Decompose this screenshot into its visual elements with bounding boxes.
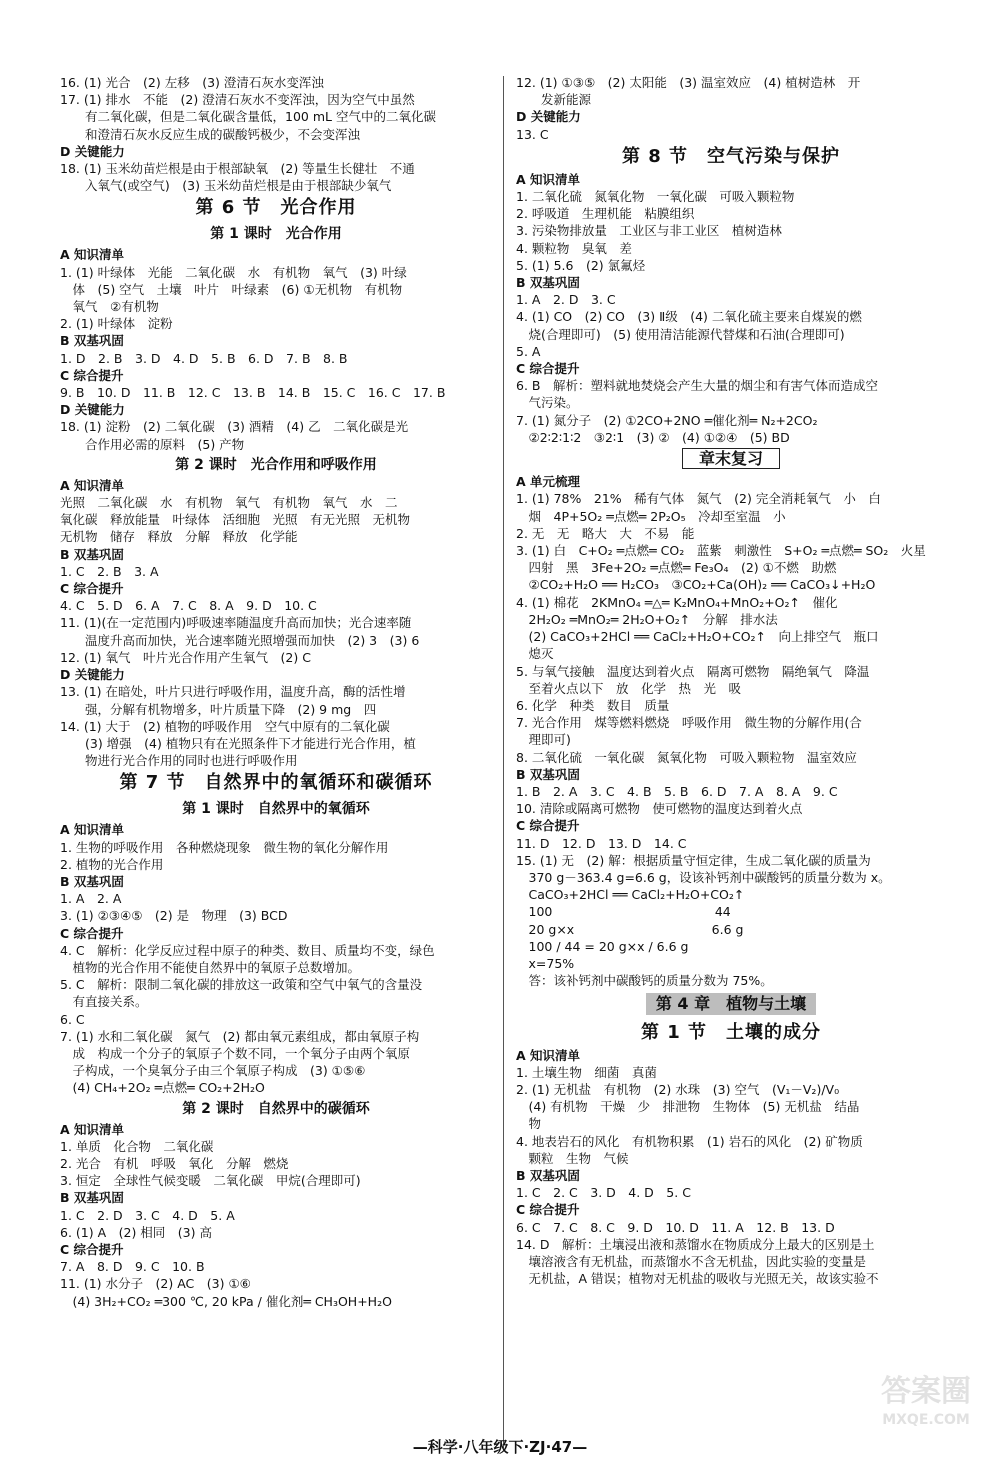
answer-line: 4. C 解析：化学反应过程中原子的种类、数目、质量均不变，绿色 <box>60 942 435 958</box>
answer-line: 成 构成一个分子的氧原子个数不同，一个氧分子由两个氧原 <box>60 1045 411 1061</box>
answer-line: 20 g×x 6.6 g <box>516 921 744 937</box>
answer-line: 6. C <box>60 1011 85 1027</box>
section-label: B 双基巩固 <box>60 546 124 562</box>
section-label: A 知识清单 <box>516 1047 581 1063</box>
answer-line: 4. 地表岩石的风化 有机物积累 (1) 岩石的风化 (2) 矿物质 <box>516 1133 863 1149</box>
answer-line: 4. (1) 棉花 2KMnO₄ ═△═ K₂MnO₄+MnO₂+O₂↑ 催化 <box>516 594 838 610</box>
answer-line: 2H₂O₂ ═MnO₂═ 2H₂O+O₂↑ 分解 排水法 <box>516 611 778 627</box>
lesson-title: 第 1 课时 光合作用 <box>210 226 342 243</box>
answer-line: 熄灭 <box>516 646 554 662</box>
answer-line: 13. C <box>516 126 549 142</box>
answer-line: 1. (1) 78% 21% 稀有气体 氮气 (2) 完全消耗氧气 小 白 <box>516 491 881 507</box>
section-label: D 关键能力 <box>60 143 125 159</box>
answer-line: 1. A 2. A <box>60 891 122 907</box>
answer-line: 10. 清除或隔离可燃物 使可燃物的温度达到着火点 <box>516 801 803 817</box>
answer-line: 1. C 2. D 3. C 4. D 5. A <box>60 1207 235 1223</box>
answer-line: 3. 恒定 全球性气候变暖 二氧化碳 甲烷(合理即可) <box>60 1173 361 1189</box>
answer-line: (2) CaCO₃+2HCl ══ CaCl₂+H₂O+CO₂↑ 向上排空气 瓶口 <box>516 629 879 645</box>
watermark-main: 答案圈 <box>881 1374 971 1409</box>
answer-line: 370 g－363.4 g=6.6 g，设该补钙剂中碳酸钙的质量分数为 x。 <box>516 869 891 885</box>
answer-line: 7. (1) 水和二氧化碳 氮气 (2) 都由氧元素组成，都由氧原子构 <box>60 1028 420 1044</box>
answer-line: 5. A <box>516 343 541 359</box>
answer-line: 植物的光合作用不能使自然界中的氧原子总数增加。 <box>60 959 361 975</box>
answer-line: 2. 植物的光合作用 <box>60 856 164 872</box>
answer-line: 18. (1) 玉米幼苗烂根是由于根部缺氧 (2) 等量生长健壮 不通 <box>60 161 415 177</box>
answer-line: 5. 与氧气接触 温度达到着火点 隔离可燃物 隔绝氧气 降温 <box>516 663 870 679</box>
section-label: B 双基巩固 <box>516 275 580 291</box>
answer-line: 1. D 2. B 3. D 4. D 5. B 6. D 7. B 8. B <box>60 350 348 366</box>
answer-line: 1. 二氧化硫 氮氧化物 一氧化碳 可吸入颗粒物 <box>516 189 795 205</box>
watermark-logo <box>876 1372 976 1450</box>
answer-line: CaCO₃+2HCl ══ CaCl₂+H₂O+CO₂↑ <box>516 887 745 903</box>
lesson-title: 第 2 课时 光合作用和呼吸作用 <box>175 456 377 473</box>
answer-line: 答：该补钙剂中碳酸钙的质量分数为 75%。 <box>516 973 773 989</box>
section-label: A 知识清单 <box>516 171 581 187</box>
answer-line: 烟 4P+5O₂ ═点燃═ 2P₂O₅ 冷却至室温 小 <box>516 508 786 524</box>
section-label: A 知识清单 <box>60 1121 125 1137</box>
section-label: B 双基巩固 <box>60 873 124 889</box>
answer-line: 四射 黑 3Fe+2O₂ ═点燃═ Fe₃O₄ (2) ①不燃 助燃 <box>516 560 837 576</box>
answer-line: 2. 呼吸道 生理机能 粘膜组织 <box>516 206 695 222</box>
answer-line: (4) 3H₂+CO₂ ═300 ℃, 20 kPa / 催化剂═ CH₃OH+H₂O <box>60 1293 392 1309</box>
section-label: A 知识清单 <box>60 822 125 838</box>
boxed-heading <box>516 448 946 469</box>
section-label: B 双基巩固 <box>516 1167 580 1183</box>
section-label: D 关键能力 <box>60 667 125 683</box>
section-label: D 关键能力 <box>60 402 125 418</box>
answer-line: 7. 光合作用 煤等燃料燃烧 呼吸作用 微生物的分解作用(合 <box>516 715 862 731</box>
section-title: 第 7 节 自然界中的氧循环和碳循环 <box>119 772 433 794</box>
answer-line: 至着火点以下 放 化学 热 光 吸 <box>516 680 742 696</box>
lesson-title: 第 1 课时 自然界中的氧循环 <box>182 801 370 818</box>
answer-line: 4. 颗粒物 臭氧 差 <box>516 240 632 256</box>
answer-line: 光照 二氧化碳 水 有机物 氧气 有机物 氧气 水 二 <box>60 495 398 511</box>
answer-line: 12. (1) 氧气 叶片光合作用产生氧气 (2) C <box>60 649 311 665</box>
answer-line: 2. (1) 叶绿体 淀粉 <box>60 316 173 332</box>
section-label: A 单元梳理 <box>516 474 581 490</box>
section-label: C 综合提升 <box>60 367 124 383</box>
answer-line: 入氧气(或空气) (3) 玉米幼苗烂根是由于根部缺少氧气 <box>60 178 392 194</box>
answer-line: 5. C 解析：限制二氧化碳的排放这一政策和空气中氧气的含量没 <box>60 977 423 993</box>
answer-line: 1. 土壤生物 细菌 真菌 <box>516 1064 657 1080</box>
answer-line: 6. (1) A (2) 相同 (3) 高 <box>60 1224 212 1240</box>
answer-line: 6. C 7. C 8. C 9. D 10. D 11. A 12. B 13. D <box>516 1219 835 1235</box>
answer-line: 100 44 <box>516 904 731 920</box>
answer-line: 15. (1) 无 (2) 解：根据质量守恒定律，生成二氧化碳的质量为 <box>516 852 871 868</box>
section-label: D 关键能力 <box>516 109 581 125</box>
answer-line: 1. (1) 叶绿体 光能 二氧化碳 水 有机物 氧气 (3) 叶绿 <box>60 264 407 280</box>
answer-line: 2. 光合 有机 呼吸 氧化 分解 燃烧 <box>60 1155 289 1171</box>
answer-line: 壤溶液含有无机盐，而蒸馏水不含无机盐，因此实验的变量是 <box>516 1254 867 1269</box>
chapter-heading <box>516 993 946 1014</box>
answer-line: 14. D 解析：土壤浸出液和蒸馏水在物质成分上最大的区别是土 <box>516 1236 875 1252</box>
answer-line: 5. (1) 5.6 (2) 氯氟烃 <box>516 257 646 273</box>
answer-line: 2. 无 无 略大 大 不易 能 <box>516 525 695 541</box>
answer-line: 1. 单质 化合物 二氧化碳 <box>60 1138 214 1154</box>
answer-line: 2. (1) 无机盐 有机物 (2) 水珠 (3) 空气 (V₁－V₂)/V₀ <box>516 1081 840 1097</box>
answer-line: 氧气 ②有机物 <box>60 299 159 315</box>
answer-line: 物进行光合作用的同时也进行呼吸作用 <box>60 753 298 769</box>
answer-line: 14. (1) 大于 (2) 植物的呼吸作用 空气中原有的二氧化碳 <box>60 718 390 734</box>
answer-line: (3) 增强 (4) 植物只有在光照条件下才能进行光合作用，植 <box>60 735 416 751</box>
section-label: C 综合提升 <box>60 581 124 597</box>
heading-text: 章末复习 <box>682 448 780 469</box>
answer-line: 物 <box>516 1116 542 1132</box>
section-title: 第 6 节 光合作用 <box>195 197 357 219</box>
section-label: A 知识清单 <box>60 247 125 263</box>
answer-line: ②2∶2∶1∶2 ③2∶1 (3) ② (4) ①②④ (5) BD <box>516 429 790 445</box>
answer-line: 6. 化学 种类 数目 质量 <box>516 697 670 713</box>
answer-line: 1. C 2. B 3. A <box>60 563 159 579</box>
answer-line: 12. (1) ①③⑤ (2) 太阳能 (3) 温室效应 (4) 植树造林 开 <box>516 75 861 90</box>
section-label: B 双基巩固 <box>516 766 580 782</box>
answer-line: 1. 生物的呼吸作用 各种燃烧现象 微生物的氧化分解作用 <box>60 839 389 855</box>
answer-line: 3. (1) 白 C+O₂ ═点燃═ CO₂ 蓝紫 刺激性 S+O₂ ═点燃═ SO₂ 火星 <box>516 543 926 559</box>
answer-line: 11. (1) 水分子 (2) AC (3) ①⑥ <box>60 1276 251 1292</box>
column-divider <box>503 76 504 1448</box>
answer-line: 100 / 44 = 20 g×x / 6.6 g <box>516 938 689 954</box>
answer-line: 无机物 储存 释放 分解 释放 化学能 <box>60 529 298 545</box>
answer-line: (4) 有机物 干燥 少 排泄物 生物体 (5) 无机盐 结晶 <box>516 1099 860 1115</box>
section-label: C 综合提升 <box>516 818 580 834</box>
section-label: C 综合提升 <box>516 1202 580 1218</box>
section-label: C 综合提升 <box>60 1241 124 1257</box>
section-label: C 综合提升 <box>60 925 124 941</box>
answer-line: 气污染。 <box>516 395 579 411</box>
heading-text: 第 4 章 植物与土壤 <box>646 993 816 1014</box>
answer-line: 18. (1) 淀粉 (2) 二氧化碳 (3) 酒精 (4) 乙 二氧化碳是光 <box>60 419 409 435</box>
answer-line: 7. A 8. D 9. C 10. B <box>60 1259 205 1275</box>
answer-line: 1. A 2. D 3. C <box>516 292 616 308</box>
answer-line: 9. B 10. D 11. B 12. C 13. B 14. B 15. C 16. C 17. B <box>60 385 446 401</box>
answer-line: 4. (1) CO (2) CO (3) Ⅱ级 (4) 二氧化硫主要来自煤炭的燃 <box>516 309 862 325</box>
answer-line: 4. C 5. D 6. A 7. C 8. A 9. D 10. C <box>60 598 317 614</box>
answer-line: 有直接关系。 <box>60 994 148 1010</box>
answer-line: 温度升高而加快，光合速率随光照增强而加快 (2) 3 (3) 6 <box>60 632 420 648</box>
answer-line: 17. (1) 排水 不能 (2) 澄清石灰水不变浑浊，因为空气中虽然 <box>60 92 415 108</box>
section-label: B 双基巩固 <box>60 333 124 349</box>
answer-line: ②CO₂+H₂O ══ H₂CO₃ ③CO₂+Ca(OH)₂ ══ CaCO₃↓+H₂O <box>516 577 876 593</box>
section-title: 第 8 节 空气污染与保护 <box>621 145 841 167</box>
answer-line: 1. B 2. A 3. C 4. B 5. B 6. D 7. A 8. A 9. C <box>516 783 838 799</box>
page-footer: —科学·八年级下·ZJ·47— <box>412 1438 588 1456</box>
answer-line: 11. (1)(在一定范围内)呼吸速率随温度升高而加快；光合速率随 <box>60 615 412 631</box>
answer-line: 6. B 解析：塑料就地焚烧会产生大量的烟尘和有害气体而造成空 <box>516 378 878 394</box>
answer-line: 有二氧化碳，但是二氧化碳含量低，100 mL 空气中的二氧化碳 <box>60 109 436 125</box>
answer-line: 11. D 12. D 13. D 14. C <box>516 835 687 851</box>
section-label: A 知识清单 <box>60 477 125 493</box>
answer-line: 合作用必需的原料 (5) 产物 <box>60 436 245 452</box>
answer-line: 13. (1) 在暗处，叶片只进行呼吸作用，温度升高，酶的活性增 <box>60 684 406 700</box>
answer-line: 和澄清石灰水反应生成的碳酸钙极少，不会变浑浊 <box>60 126 361 142</box>
answer-line: 体 (5) 空气 土壤 叶片 叶绿素 (6) ①无机物 有机物 <box>60 281 403 297</box>
answer-line: 7. (1) 氮分子 (2) ①2CO+2NO ═催化剂═ N₂+2CO₂ <box>516 412 818 428</box>
lesson-title: 第 2 课时 自然界中的碳循环 <box>182 1100 370 1117</box>
answer-line: 理即可) <box>516 732 571 748</box>
answer-line: 颗粒 生物 气候 <box>516 1150 629 1166</box>
answer-line: x=75% <box>516 955 575 971</box>
answer-line: 无机盐，A 错误；植物对无机盐的吸收与光照无关，故该实验不 <box>516 1271 879 1287</box>
watermark-sub: MXQE.COM <box>882 1412 970 1428</box>
answer-line: 3. 污染物排放量 工业区与非工业区 植树造林 <box>516 223 782 239</box>
section-label: B 双基巩固 <box>60 1190 124 1206</box>
answer-line: 8. 二氧化硫 一氧化碳 氮氧化物 可吸入颗粒物 温室效应 <box>516 749 857 765</box>
answer-line: 氧化碳 释放能量 叶绿体 活细胞 光照 有无光照 无机物 <box>60 512 411 528</box>
section-title: 第 1 节 土壤的成分 <box>640 1021 822 1043</box>
section-label: C 综合提升 <box>516 361 580 377</box>
answer-line: 1. C 2. C 3. D 4. D 5. C <box>516 1185 691 1201</box>
answer-line: 烧(合理即可) (5) 使用清洁能源代替煤和石油(合理即可) <box>516 326 845 342</box>
answer-line: (4) CH₄+2O₂ ═点燃═ CO₂+2H₂O <box>60 1080 265 1096</box>
answer-line: 强，分解有机物增多，叶片质量下降 (2) 9 mg 四 <box>60 701 377 717</box>
answer-line: 发新能源 <box>516 92 592 108</box>
right-column <box>516 74 946 1287</box>
left-column <box>60 74 492 1310</box>
answer-line: 子构成，一个臭氧分子由三个氧原子构成 (3) ①⑤⑥ <box>60 1063 366 1079</box>
answer-line: 3. (1) ②③④⑤ (2) 是 物理 (3) BCD <box>60 908 288 924</box>
answer-line: 16. (1) 光合 (2) 左移 (3) 澄清石灰水变浑浊 <box>60 75 324 90</box>
